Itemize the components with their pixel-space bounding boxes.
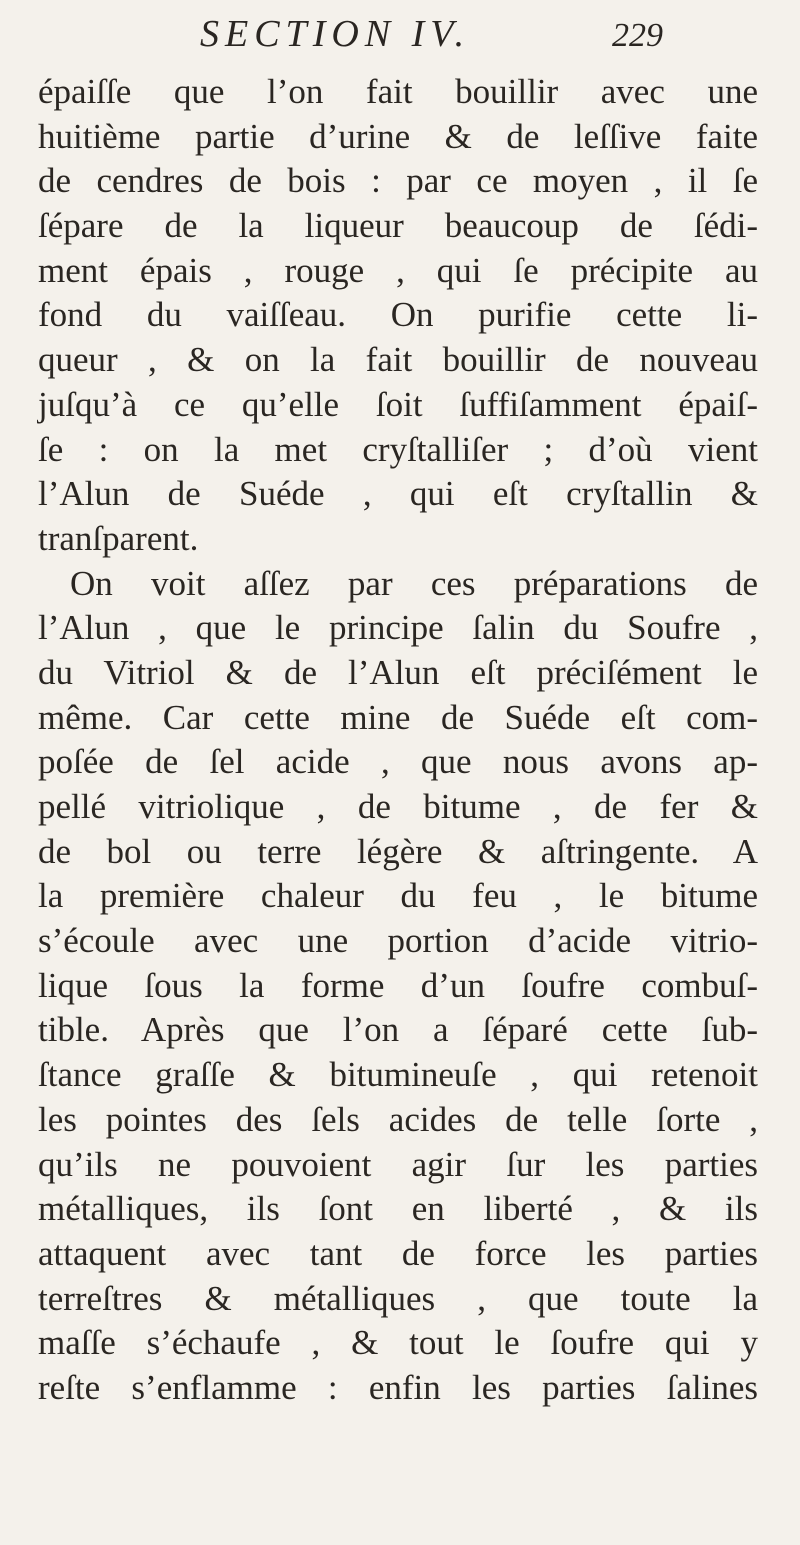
paragraph-start-line: On voit aſſez par ces préparations de [70,563,758,603]
text-line: maſſe s’échaufe , & tout le ſoufre qui y [38,1323,758,1363]
text-line: la première chaleur du feu , le bitume [38,876,758,916]
text-line: queur , & on la fait bouillir de nouveau [38,340,758,380]
text-line: de cendres de bois : par ce moyen , il ſe [38,161,758,201]
text-line: pellé vitriolique , de bitume , de fer & [38,787,758,826]
text-line: du Vitriol & de l’Alun eſt préciſément le [38,652,758,692]
text-line: huitième partie d’urine & de leſſive faite [38,116,758,156]
text-line: ſe : on la met cryſtalliſer ; d’où vient [38,429,758,469]
text-line: même. Car cette mine de Suéde eſt com- [38,697,758,737]
text-line: s’écoule avec une portion d’acide vitrio- [38,921,758,961]
text-line: qu’ils ne pouvoient agir ſur les parties [38,1144,758,1184]
text-line: lique ſous la forme d’un ſoufre combuſ- [38,965,758,1005]
text-line: ſtance graſſe & bitumineuſe , qui retenoit [38,1055,758,1095]
text-line: l’Alun de Suéde , qui eſt cryſtallin & [38,474,758,514]
paragraph-end-line: tranſparent. [38,518,199,558]
text-line: métalliques, ils ſont en liberté , & ils [38,1189,758,1229]
text-line: tible. Après que l’on a ſéparé cette ſub- [38,1010,758,1050]
text-line: de bol ou terre légère & aſtringente. A [38,831,758,871]
text-line: ment épais , rouge , qui ſe précipite au [38,250,758,290]
text-line: juſqu’à ce qu’elle ſoit ſuffiſamment épaiſ- [38,384,758,424]
text-line: épaiſſe que l’on fait bouillir avec une [38,72,758,111]
section-title: SECTION IV. [200,13,471,55]
body-text [38,70,758,1411]
running-head [0,8,800,58]
text-line: les pointes des ſels acides de telle ſorte , [38,1099,758,1139]
text-line: attaquent avec tant de force les parties [38,1233,758,1273]
text-line: poſée de ſel acide , que nous avons ap- [38,742,758,782]
page-number: 229 [612,17,663,54]
text-line: reſte s’enflamme : enfin les parties ſalines [38,1367,758,1407]
text-line: fond du vaiſſeau. On purifie cette li- [38,295,758,335]
text-line: terreſtres & métalliques , que toute la [38,1278,758,1318]
text-line: l’Alun , que le principe ſalin du Soufre , [38,608,758,648]
text-line: ſépare de la liqueur beaucoup de ſédi- [38,206,758,246]
